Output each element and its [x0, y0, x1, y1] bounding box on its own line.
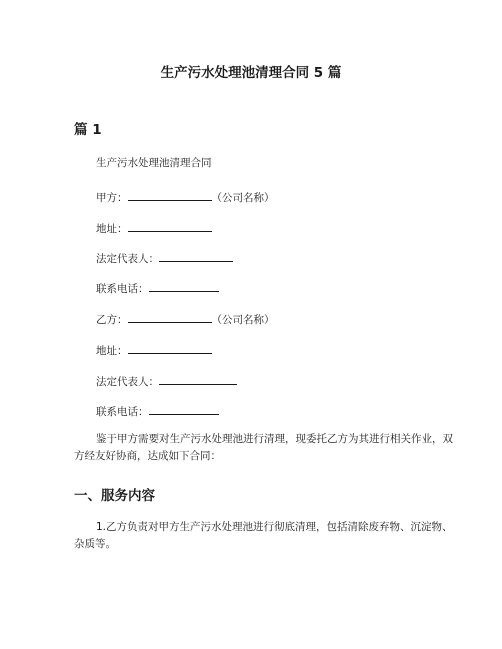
party-b-phone-label: 联系电话： — [96, 406, 149, 418]
party-a-address-blank — [128, 220, 212, 232]
party-a-rep-blank — [159, 250, 233, 262]
party-b-name-blank — [128, 311, 212, 323]
party-b-phone-line — [96, 403, 219, 419]
clause-1-paragraph: 1.乙方负责对甲方生产污水处理池进行彻底清理，包括清除废弃物、沉淀物、杂质等。 — [74, 521, 453, 550]
party-a-address-line — [96, 220, 212, 236]
party-b-address-label: 地址： — [96, 345, 128, 357]
party-a-rep-label: 法定代表人： — [96, 253, 159, 265]
party-a-phone-label: 联系电话： — [96, 283, 149, 295]
party-b-label: 乙方： — [96, 314, 128, 326]
party-b-address-blank — [128, 342, 212, 354]
party-b-rep-label: 法定代表人： — [96, 376, 159, 388]
party-b-rep-line — [96, 373, 237, 389]
party-a-rep-line — [96, 250, 233, 266]
party-a-suffix: （公司名称） — [211, 192, 275, 204]
section-heading-service: 一、服务内容 — [74, 488, 155, 504]
party-a-phone-line — [96, 280, 219, 296]
document-title: 生产污水处理池清理合同 5 篇 — [160, 65, 342, 81]
party-b-suffix: （公司名称） — [211, 314, 275, 326]
party-a-address-label: 地址： — [96, 223, 128, 235]
preamble-paragraph: 鉴于甲方需要对生产污水处理池进行清理，现委托乙方为其进行相关作业，双方经友好协商，达成如下合同： — [74, 433, 453, 462]
party-a-name-blank — [128, 189, 212, 201]
party-a-line — [96, 189, 275, 205]
party-b-line — [96, 311, 275, 327]
part-heading: 篇 1 — [74, 122, 102, 138]
party-b-phone-blank — [149, 403, 219, 415]
contract-name: 生产污水处理池清理合同 — [96, 157, 212, 169]
party-a-label: 甲方： — [96, 192, 128, 204]
party-b-rep-blank — [159, 373, 237, 385]
party-a-phone-blank — [149, 280, 219, 292]
party-b-address-line — [96, 342, 212, 358]
